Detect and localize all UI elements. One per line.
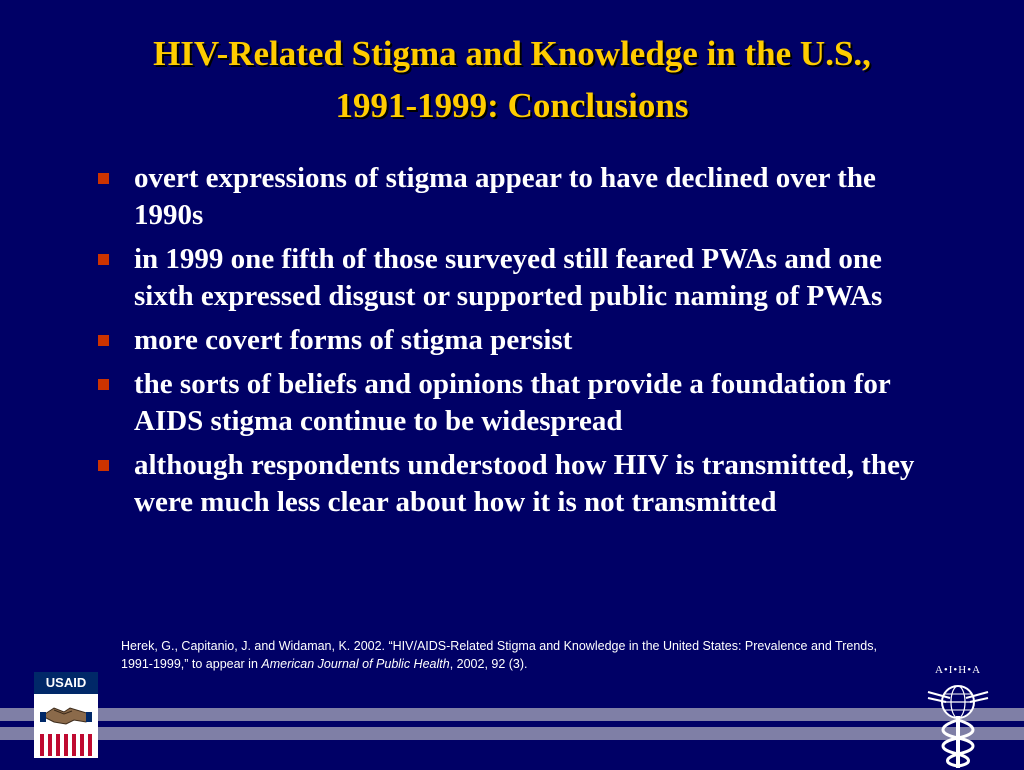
- usaid-logo: [34, 672, 98, 758]
- bullet-square-icon: [98, 254, 109, 265]
- aiha-logo: [920, 664, 996, 768]
- bullet-square-icon: [98, 173, 109, 184]
- bullet-item: [98, 241, 948, 315]
- bullet-item: [98, 447, 948, 521]
- handshake-icon: [40, 698, 92, 730]
- bullet-list: [98, 160, 948, 528]
- bullet-item: [98, 366, 948, 440]
- bullet-text: in 1999 one fifth of those surveyed still feared PWAs and one sixth expressed disgust or supported public naming of PWAs: [134, 243, 883, 312]
- bullet-text: more covert forms of stigma persist: [134, 324, 573, 356]
- bullet-text: overt expressions of stigma appear to have declined over the 1990s: [134, 162, 876, 231]
- caduceus-globe-icon: [920, 678, 996, 770]
- bullet-text: the sorts of beliefs and opinions that provide a foundation for AIDS stigma continue to be widespread: [134, 368, 891, 437]
- citation-details: , 2002, 92 (3).: [449, 657, 528, 671]
- usaid-logo-text: USAID: [45, 675, 87, 690]
- bullet-item: [98, 322, 948, 359]
- bullet-square-icon: [98, 460, 109, 471]
- footer-stripe-top: [0, 708, 1024, 721]
- bullet-square-icon: [98, 335, 109, 346]
- footer-stripe-bottom: [0, 727, 1024, 740]
- bullet-text: although respondents understood how HIV is transmitted, they were much less clear about how it is not transmitted: [134, 449, 915, 518]
- bullet-square-icon: [98, 379, 109, 390]
- slide-title: [60, 28, 964, 132]
- title-line-2: 1991-1999: Conclusions: [335, 86, 689, 125]
- title-line-1: HIV-Related Stigma and Knowledge in the U.S.,: [153, 34, 871, 73]
- flag-stripes-icon: [34, 732, 98, 758]
- citation-journal: American Journal of Public Health: [261, 657, 450, 671]
- bullet-item: [98, 160, 948, 234]
- citation-text: Herek, G., Capitanio, J. and Widaman, K. 2002. “HIV/AIDS-Related Stigma and Knowledge in the United States: Prevalence and Trends, 1991-1999,” to appear in: [121, 639, 877, 671]
- citation: [121, 637, 911, 673]
- aiha-logo-text: A•I•H•A: [934, 664, 982, 676]
